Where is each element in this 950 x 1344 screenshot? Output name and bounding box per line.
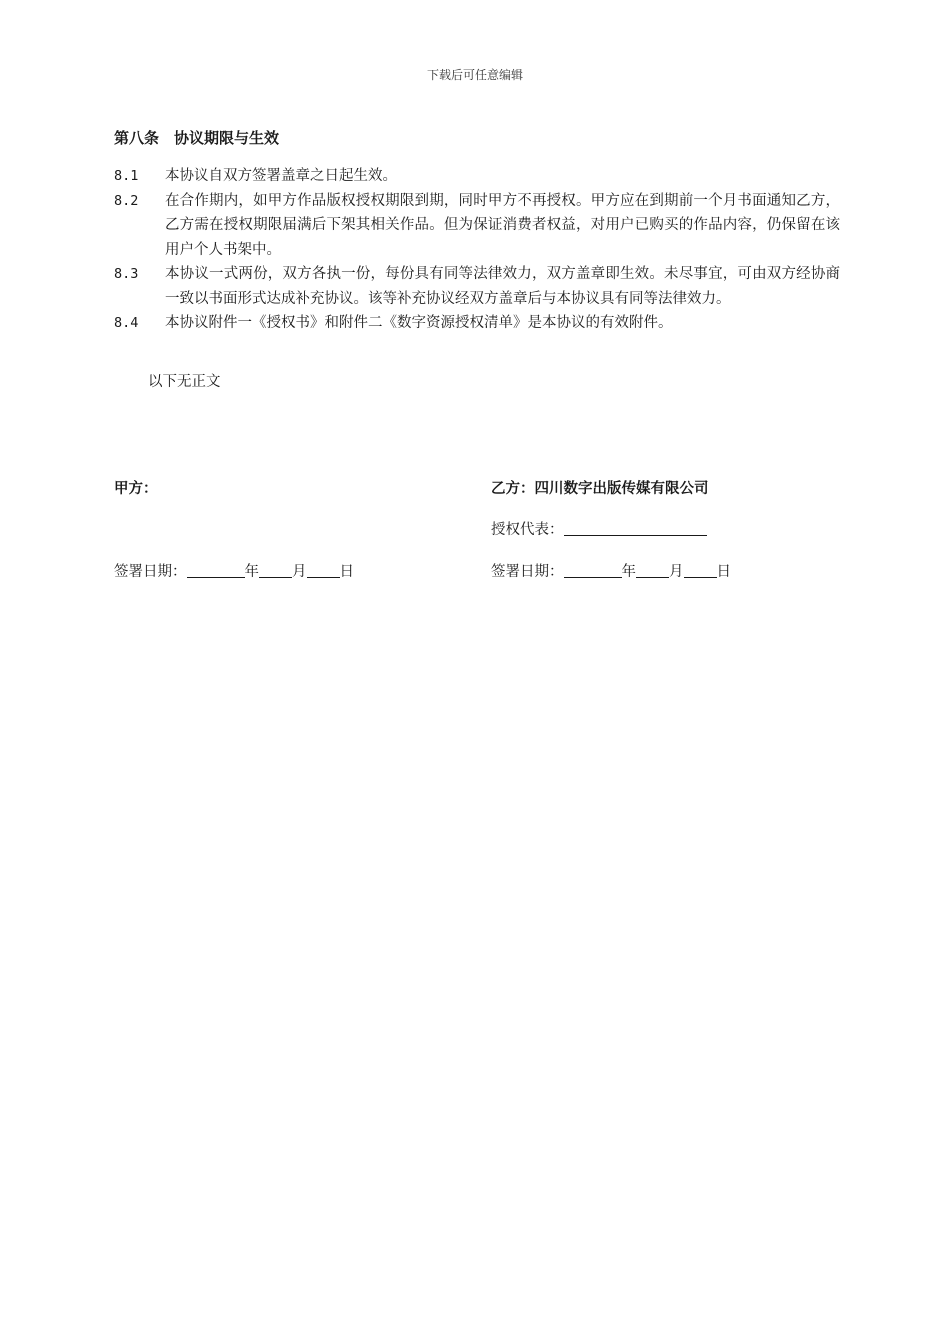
day-blank[interactable] — [307, 561, 340, 578]
rep-label: 授权代表： — [491, 522, 564, 538]
clause-list — [114, 164, 840, 336]
article-title: 第八条 协议期限与生效 — [114, 129, 280, 147]
clause-8-1 — [114, 164, 840, 189]
page-header-note: 下载后可任意编辑 — [426, 68, 523, 82]
rep-signature-blank[interactable] — [564, 519, 707, 536]
clause-text: 本协议附件一《授权书》和附件二《数字资源授权清单》是本协议的有效附件。 — [165, 315, 673, 331]
month-label: 月 — [292, 564, 307, 580]
date-label: 签署日期： — [114, 564, 187, 580]
year-blank[interactable] — [187, 561, 245, 578]
party-a-label: 甲方： — [114, 481, 158, 497]
month-blank[interactable] — [259, 561, 292, 578]
party-b-sign-date — [491, 561, 731, 583]
party-a-sign-date — [114, 561, 354, 583]
clause-text: 本协议一式两份，双方各执一份，每份具有同等法律效力，双方盖章即生效。未尽事宜，可由双方经协商一致以书面形式达成补充协议。该等补充协议经双方盖章后与本协议具有同等法律效力。 — [165, 266, 840, 307]
clause-number: 8.1 — [114, 168, 139, 184]
party-b-label: 乙方：四川数字出版传媒有限公司 — [491, 481, 709, 497]
day-label: 日 — [716, 564, 731, 580]
authorized-representative-line — [491, 519, 707, 541]
year-label: 年 — [621, 564, 636, 580]
clause-text: 本协议自双方签署盖章之日起生效。 — [165, 168, 397, 184]
clause-8-4 — [114, 311, 840, 336]
clause-number: 8.3 — [114, 266, 139, 282]
day-blank[interactable] — [684, 561, 717, 578]
clause-number: 8.2 — [114, 192, 139, 209]
year-label: 年 — [244, 564, 259, 580]
day-label: 日 — [339, 564, 354, 580]
clause-8-3 — [114, 262, 840, 311]
end-of-text-note: 以下无正文 — [148, 374, 221, 390]
month-label: 月 — [669, 564, 684, 580]
clause-8-2 — [114, 189, 840, 263]
month-blank[interactable] — [636, 561, 669, 578]
year-blank[interactable] — [564, 561, 622, 578]
clause-number: 8.4 — [114, 315, 139, 331]
clause-text: 在合作期内，如甲方作品版权授权期限到期，同时甲方不再授权。甲方应在到期前一个月书面通知乙方，乙方需在授权期限届满后下架其相关作品。但为保证消费者权益，对用户已购买的作品内容，仍保留在该用户个人书架中。 — [165, 192, 840, 258]
date-label: 签署日期： — [491, 564, 564, 580]
